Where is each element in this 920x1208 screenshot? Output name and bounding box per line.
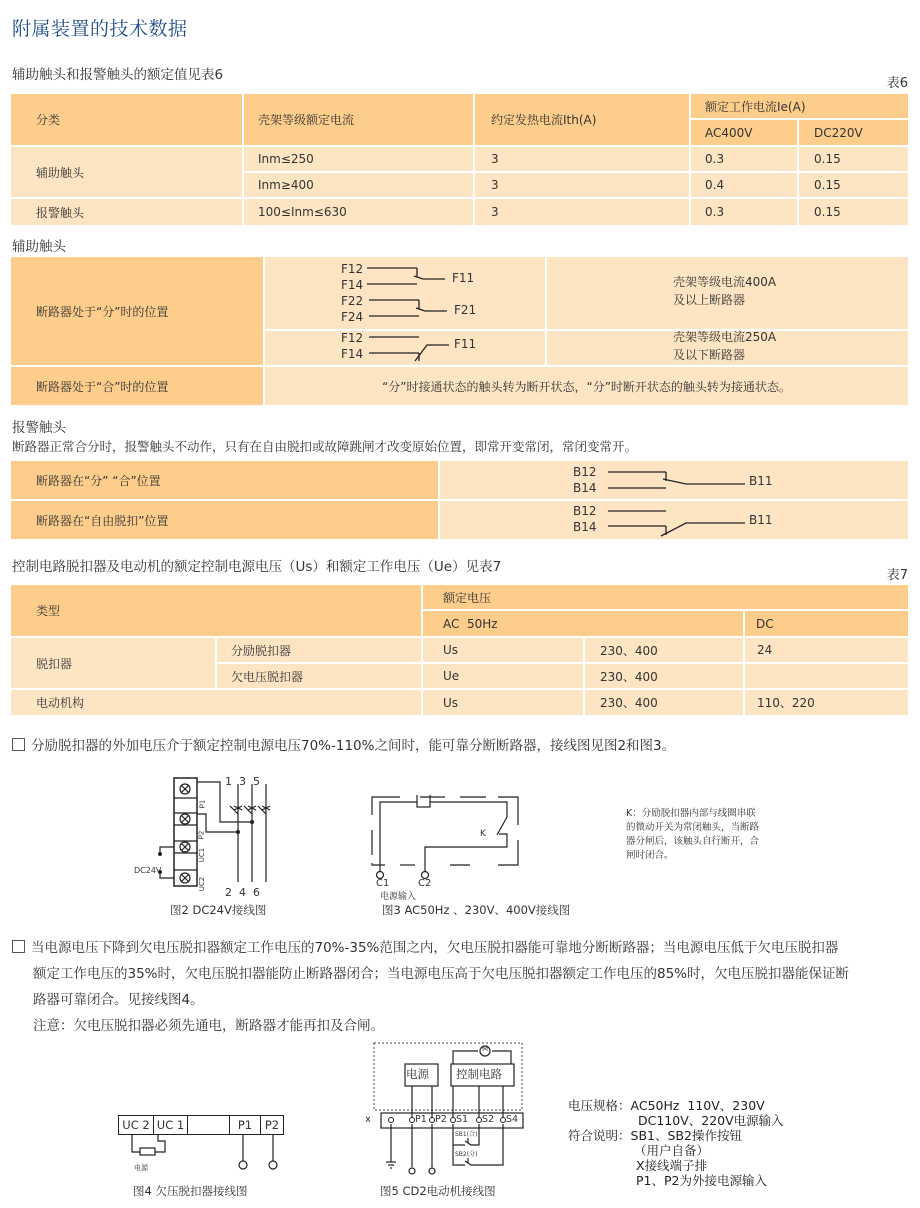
fig3-c1-label: C1 <box>376 878 390 889</box>
row-ith: 3 <box>491 152 499 166</box>
header-dc220v: DC220V <box>814 125 863 140</box>
terminal-f12: F12 <box>341 331 364 345</box>
header-ac400v: AC400V <box>705 125 753 140</box>
fig3-k-label: K <box>480 829 486 839</box>
fig3-caption: 图3 AC50Hz 、230V、400V接线图 <box>382 903 571 917</box>
alarm-row1-label: 断路器在“分” “合”位置 <box>36 473 161 488</box>
alarm-contact-diagram <box>440 461 908 539</box>
table7-heading: 控制电路脱扣器及电动机的额定控制电源电压（Us）和额定工作电压（Ue）见表7 <box>12 559 502 575</box>
row-ac: 0.3 <box>705 152 725 166</box>
page-title: 附属装置的技术数据 <box>12 18 188 40</box>
row-sub: 分励脱扣器 <box>231 643 292 658</box>
fig2-label-uc1: UC1 <box>198 847 207 863</box>
fig2-label-p2: P2 <box>197 830 206 840</box>
fig4-diagram <box>118 1115 284 1135</box>
header-thermal-current: 约定发热电流Ith(A) <box>491 113 597 127</box>
fig4-cell-empty <box>188 1116 230 1134</box>
row-group: 脱扣器 <box>36 656 73 671</box>
alarm-heading: 报警触头 <box>12 420 66 436</box>
undervoltage-note: 当电源电压下降到欠电压脱扣器额定工作电压的70%-35%范围之内，欠电压脱扣器能可靠地分断断路器；当电源电压低于欠电压脱扣器 额定工作电压的35%时，欠电压脱扣器能防止断路器闭合；当电源电压高于欠电压脱扣器额定工作电压的85%时，欠电压脱扣器能保证断 路器可靠闭合。见接线图4。 注意：欠电压脱扣器必须先通电，断路器才能再扣及合闸。 <box>12 935 849 1039</box>
terminal-b11: B11 <box>749 474 773 488</box>
header-type: 类型 <box>36 604 61 618</box>
row-ac: 0.3 <box>705 205 725 219</box>
row-symbol: Us <box>443 643 459 657</box>
row-frame: Inm≥400 <box>258 178 314 192</box>
fig5-sb1-label: SB1(合) <box>455 1131 478 1138</box>
row-ith: 3 <box>491 178 499 192</box>
fig5-sb2-label: SB2(分) <box>455 1151 478 1158</box>
note-250a-line2: 及以下断路器 <box>673 347 746 362</box>
row-ac-voltage: 230、400 <box>600 643 658 658</box>
fig5-term-p2: P2 <box>435 1114 447 1125</box>
fig2-top-terminals: 135 <box>225 775 267 788</box>
row-dc-voltage: 24 <box>757 643 773 657</box>
row-group: 电动机构 <box>36 696 85 710</box>
fig3-diagram <box>370 795 520 885</box>
row-dc: 0.15 <box>814 205 841 219</box>
fig5-term-s4: S4 <box>506 1114 519 1125</box>
row-ac-voltage: 230、400 <box>600 669 658 684</box>
fig4-cell-uc1: UC 1 <box>154 1116 188 1134</box>
fig5-diagram <box>373 1040 531 1180</box>
closed-position-label: 断路器处于“合”时的位置 <box>36 379 169 394</box>
shunt-release-note <box>12 733 675 759</box>
fig2-bottom-terminals: 246 <box>225 886 267 899</box>
row-category: 辅助触头 <box>36 165 85 180</box>
row-frame: 100≤Inm≤630 <box>258 205 347 219</box>
header-rated-voltage: 额定电压 <box>443 590 492 605</box>
alarm-description: 断路器正常合分时，报警触头不动作，只有在自由脱扣或故障跳闸才改变原始位置，即常开变常闭，常闭变常开。 <box>12 439 638 454</box>
row-dc: 0.15 <box>814 178 841 192</box>
table6 <box>11 94 908 225</box>
fig5-caption: 图5 CD2电动机接线图 <box>380 1184 496 1198</box>
terminal-b12: B12 <box>573 465 597 479</box>
terminal-b14: B14 <box>573 520 597 534</box>
fig3-c2-label: C2 <box>418 878 432 889</box>
row-dc-voltage: 110、220 <box>757 696 815 710</box>
row-symbol: Ue <box>443 669 460 683</box>
alarm-table <box>11 461 908 539</box>
terminal-f12: F12 <box>341 262 364 276</box>
terminal-f14: F14 <box>341 347 364 361</box>
alarm-row2-label: 断路器在“自由脱扣”位置 <box>36 513 169 528</box>
row-ith: 3 <box>491 205 499 219</box>
fig2-caption: 图2 DC24V接线图 <box>170 903 267 917</box>
checkbox-icon <box>12 738 25 751</box>
note-250a-line1: 壳架等级电流250A <box>673 329 777 344</box>
fig3-note: K：分励脱扣器内部与线圈串联 的微动开关为常闭触头，当断路 器分闸后，该触头自行断开，合 闸时闭合。 <box>626 808 760 861</box>
fig2-supply-label: DC24V <box>134 866 162 875</box>
fig5-control-box: 控制电路 <box>456 1067 502 1081</box>
closed-position-text: “分”时接通状态的触头转为断开状态，“分”时断开状态的触头转为接通状态。 <box>382 379 791 394</box>
fig4-cell-p2: P2 <box>264 1118 280 1132</box>
fig4-cell-p1: P1 <box>230 1116 261 1134</box>
open-position-label: 断路器处于“分”时的位置 <box>36 304 169 319</box>
table7-label: 表7 <box>886 568 908 583</box>
row-ac: 0.4 <box>705 178 725 192</box>
note-400a-line2: 及以上断路器 <box>673 292 746 307</box>
row-category: 报警触头 <box>36 205 85 220</box>
fig5-term-s2: S2 <box>482 1114 495 1125</box>
header-ac-50hz: AC 50Hz <box>443 616 498 631</box>
aux-table <box>11 257 908 405</box>
fig5-motor-label: M <box>482 1045 489 1053</box>
header-category: 分类 <box>36 113 61 127</box>
terminal-b14: B14 <box>573 481 597 495</box>
header-dc: DC <box>756 616 774 631</box>
fig2-diagram <box>140 772 290 892</box>
fig3-input-label: 电源输入 <box>380 892 417 902</box>
terminal-f14: F14 <box>341 278 364 292</box>
checkbox-icon <box>12 940 25 953</box>
table6-heading: 辅助触头和报警触头的额定值见表6 <box>12 67 224 83</box>
header-frame-current: 壳架等级额定电流 <box>258 113 355 127</box>
row-dc: 0.15 <box>814 152 841 166</box>
terminal-f21: F21 <box>454 303 477 317</box>
fig4-cell-uc2: UC 2 <box>119 1116 154 1134</box>
fig5-term-s1: S1 <box>456 1114 469 1125</box>
terminal-f11: F11 <box>454 337 477 351</box>
table6-label: 表6 <box>886 76 908 91</box>
row-frame: Inm≤250 <box>258 152 314 166</box>
aux-heading: 辅助触头 <box>12 239 66 255</box>
row-ac-voltage: 230、400 <box>600 696 658 710</box>
row-sub: 欠电压脱扣器 <box>231 669 304 684</box>
header-rated-current: 额定工作电流Ie(A) <box>705 99 806 114</box>
terminal-b12: B12 <box>573 504 597 518</box>
terminal-f24: F24 <box>341 310 364 324</box>
note-400a-line1: 壳架等级电流400A <box>673 274 777 289</box>
fig5-x-label: x <box>365 1114 371 1125</box>
fig5-term-p1: P1 <box>415 1114 427 1125</box>
terminal-f22: F22 <box>341 294 364 308</box>
fig5-power-box: 电源 <box>406 1067 429 1081</box>
fig4-power-label: 电源 <box>134 1164 148 1172</box>
fig4-caption: 图4 欠压脱扣器接线图 <box>133 1184 248 1198</box>
spec-block: 电压规格：AC50Hz 110V、230V DC110V、220V电源输入 符合说明：SB1、SB2操作按钮 （用户自备） X接线端子排 P1、P2为外接电源输入 <box>568 1098 784 1188</box>
row-symbol: Us <box>443 695 459 710</box>
terminal-f11: F11 <box>452 271 475 285</box>
terminal-b11: B11 <box>749 513 773 527</box>
table7 <box>11 585 908 715</box>
shunt-release-text: 分励脱扣器的外加电压介于额定控制电源电压70%-110%之间时，能可靠分断断路器，接线图见图2和图3。 <box>31 738 676 754</box>
fig2-label-p1: P1 <box>198 799 207 809</box>
fig2-label-uc2: UC2 <box>198 876 207 892</box>
aux-contact-diagram <box>265 257 545 365</box>
